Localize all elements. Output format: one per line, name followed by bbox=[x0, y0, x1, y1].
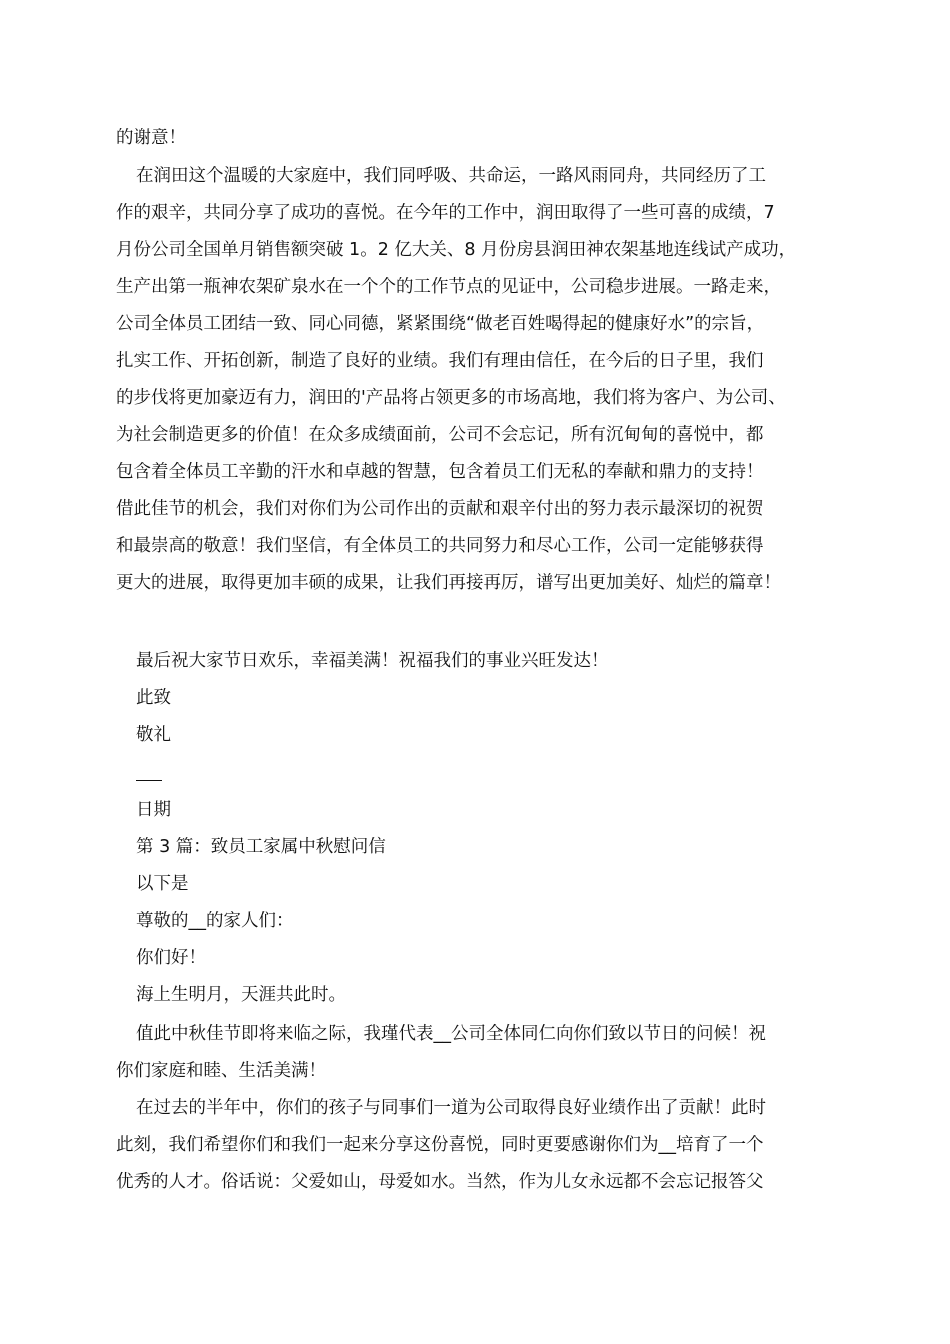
paragraph-line: 在过去的半年中，你们的孩子与同事们一道为公司取得良好业绩作出了贡献！此时 bbox=[136, 1098, 766, 1118]
paragraph-line: 的步伐将更加豪迈有力，润田的'产品将占领更多的市场高地，我们将为客户、为公司、 bbox=[116, 388, 786, 408]
letter-poem: 海上生明月，天涯共此时。 bbox=[136, 985, 346, 1005]
closing-salute: 此致 bbox=[136, 688, 171, 708]
letter-greeting: 尊敬的__的家人们： bbox=[136, 911, 294, 931]
paragraph-line: 值此中秋佳节即将来临之际，我瑾代表__公司全体同仁向你们致以节日的问候！祝 bbox=[136, 1024, 766, 1044]
paragraph-line: 借此佳节的机会，我们对你们为公司作出的贡献和艰辛付出的努力表示最深切的祝贺 bbox=[116, 499, 764, 519]
article-intro: 以下是 bbox=[136, 874, 189, 894]
paragraph-line: 公司全体员工团结一致、同心同德，紧紧围绕“做老百姓喝得起的健康好水”的宗旨， bbox=[116, 314, 765, 334]
paragraph-line: 扎实工作、开拓创新，制造了良好的业绩。我们有理由信任，在今后的日子里，我们 bbox=[116, 351, 764, 371]
paragraph-line: 此刻，我们希望你们和我们一起来分享这份喜悦，同时更要感谢你们为__培育了一个 bbox=[116, 1135, 764, 1155]
closing-wish: 最后祝大家节日欢乐，幸福美满！祝福我们的事业兴旺发达！ bbox=[136, 651, 609, 671]
paragraph-line: 月份公司全国单月销售额突破 1。2 亿大关、8 月份房县润田神农架基地连线试产成功， bbox=[116, 240, 797, 260]
paragraph-line: 优秀的人才。俗话说：父爱如山，母爱如水。当然，作为儿女永远都不会忘记报答父 bbox=[116, 1172, 764, 1192]
paragraph-line: 更大的进展，取得更加丰硕的成果，让我们再接再厉，谱写出更加美好、灿烂的篇章！ bbox=[116, 573, 781, 593]
paragraph-line: 在润田这个温暖的大家庭中，我们同呼吸、共命运，一路风雨同舟，共同经历了工 bbox=[136, 166, 766, 186]
paragraph-line: 的谢意！ bbox=[116, 128, 186, 148]
paragraph-line: 生产出第一瓶神农架矿泉水在一个个的工作节点的见证中，公司稳步进展。一路走来， bbox=[116, 277, 781, 297]
signature-blank-line bbox=[136, 780, 162, 781]
article-title: 第 3 篇：致员工家属中秋慰问信 bbox=[136, 837, 386, 857]
date-label: 日期 bbox=[136, 800, 171, 820]
paragraph-line: 和最崇高的敬意！我们坚信，有全体员工的共同努力和尽心工作，公司一定能够获得 bbox=[116, 536, 764, 556]
letter-hello: 你们好！ bbox=[136, 948, 206, 968]
closing-salute: 敬礼 bbox=[136, 725, 171, 745]
paragraph-line: 作的艰辛，共同分享了成功的喜悦。在今年的工作中，润田取得了一些可喜的成绩，7 bbox=[116, 203, 775, 223]
paragraph-line: 包含着全体员工辛勤的汗水和卓越的智慧，包含着员工们无私的奉献和鼎力的支持！ bbox=[116, 462, 764, 482]
paragraph-line: 为社会制造更多的价值！在众多成绩面前，公司不会忘记，所有沉甸甸的喜悦中，都 bbox=[116, 425, 764, 445]
paragraph-line: 你们家庭和睦、生活美满！ bbox=[116, 1061, 326, 1081]
